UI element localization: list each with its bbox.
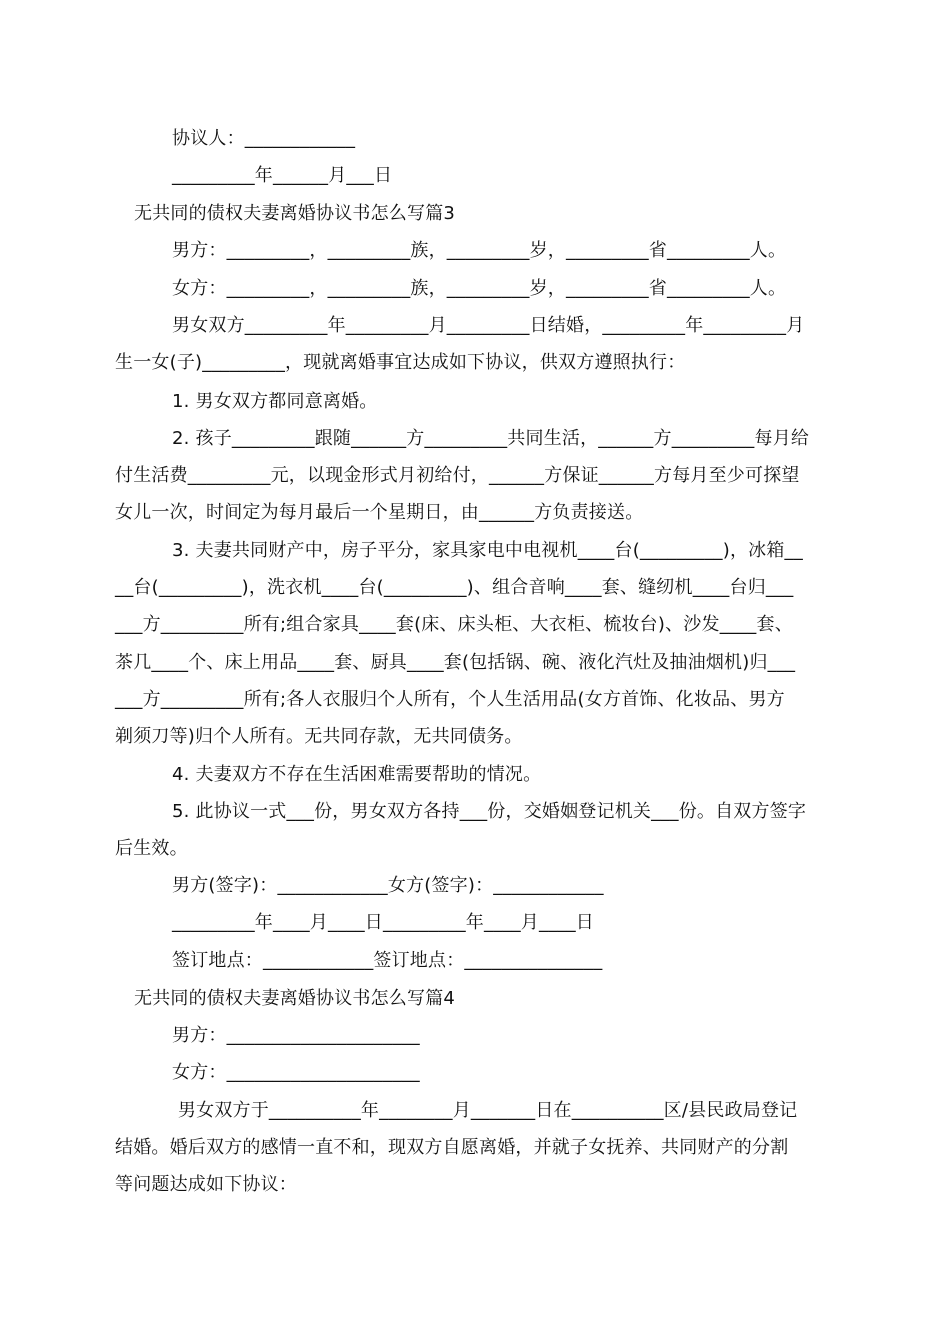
paragraph-line: 结婚。婚后双方的感情一直不和，现双方自愿离婚，并就子女抚养、共同财产的分割 (115, 1137, 789, 1158)
paragraph-line: 男女双方于__________年________月_______日在__________区/县民政局登记 (172, 1100, 798, 1121)
section-heading-3: 无共同的债权夫妻离婚协议书怎么写篇3 (134, 203, 456, 224)
signatory-line: 协议人：____________ (172, 128, 356, 149)
clause-1: 1. 男女双方都同意离婚。 (172, 391, 378, 412)
paragraph-line: 剃须刀等)归个人所有。无共同存款，无共同债务。 (115, 726, 523, 747)
section-heading-4: 无共同的债权夫妻离婚协议书怎么写篇4 (134, 988, 456, 1009)
wife-name-line: 女方：_____________________ (172, 1062, 420, 1083)
clause-4: 4. 夫妻双方不存在生活困难需要帮助的情况。 (172, 764, 542, 785)
husband-name-line: 男方：_____________________ (172, 1025, 420, 1046)
paragraph-line: 女儿一次，时间定为每月最后一个星期日，由______方负责接送。 (115, 502, 644, 523)
signature-date-line: _________年____月____日_________年____月____日 (172, 912, 594, 933)
wife-info-line: 女方：_________，_________族，_________岁，_________省_________人。 (172, 278, 787, 299)
date-line: _________年______月___日 (172, 165, 393, 186)
husband-info-line: 男方：_________，_________族，_________岁，_________省_________人。 (172, 240, 787, 261)
paragraph-line: 等问题达成如下协议： (115, 1174, 297, 1195)
paragraph-line: 付生活费_________元，以现金形式月初给付，______方保证______方每月至少可探望 (115, 465, 800, 486)
paragraph-line: ___方_________所有;各人衣服归个人所有，个人生活用品(女方首饰、化妆品、男方 (115, 689, 785, 710)
clause-2: 2. 孩子_________跟随______方_________共同生活，______方_________每月给 (172, 428, 810, 449)
paragraph-line: 男女双方_________年_________月_________日结婚，_________年_________月 (172, 315, 805, 336)
clause-5: 5. 此协议一式___份，男女双方各持___份，交婚姻登记机关___份。自双方签字 (172, 801, 807, 822)
paragraph-line: ___方_________所有;组合家具____套(床、床头柜、大衣柜、梳妆台)、沙发____套、 (115, 614, 793, 635)
paragraph-line: 后生效。 (115, 838, 188, 859)
signing-place-line: 签订地点：____________签订地点：_______________ (172, 950, 603, 971)
signature-line: 男方(签字)：____________女方(签字)：____________ (172, 875, 604, 896)
paragraph-line: 生一女(子)_________，现就离婚事宜达成如下协议，供双方遵照执行： (115, 352, 686, 373)
paragraph-line: 茶几____个、床上用品____套、厨具____套(包括锅、碗、液化汽灶及抽油烟机)归___ (115, 652, 796, 673)
paragraph-line: __台(_________)，洗衣机____台(_________)、组合音响____套、缝纫机____台归___ (115, 577, 794, 598)
clause-3: 3. 夫妻共同财产中，房子平分，家具家电中电视机____台(_________)，冰箱__ (172, 540, 803, 561)
